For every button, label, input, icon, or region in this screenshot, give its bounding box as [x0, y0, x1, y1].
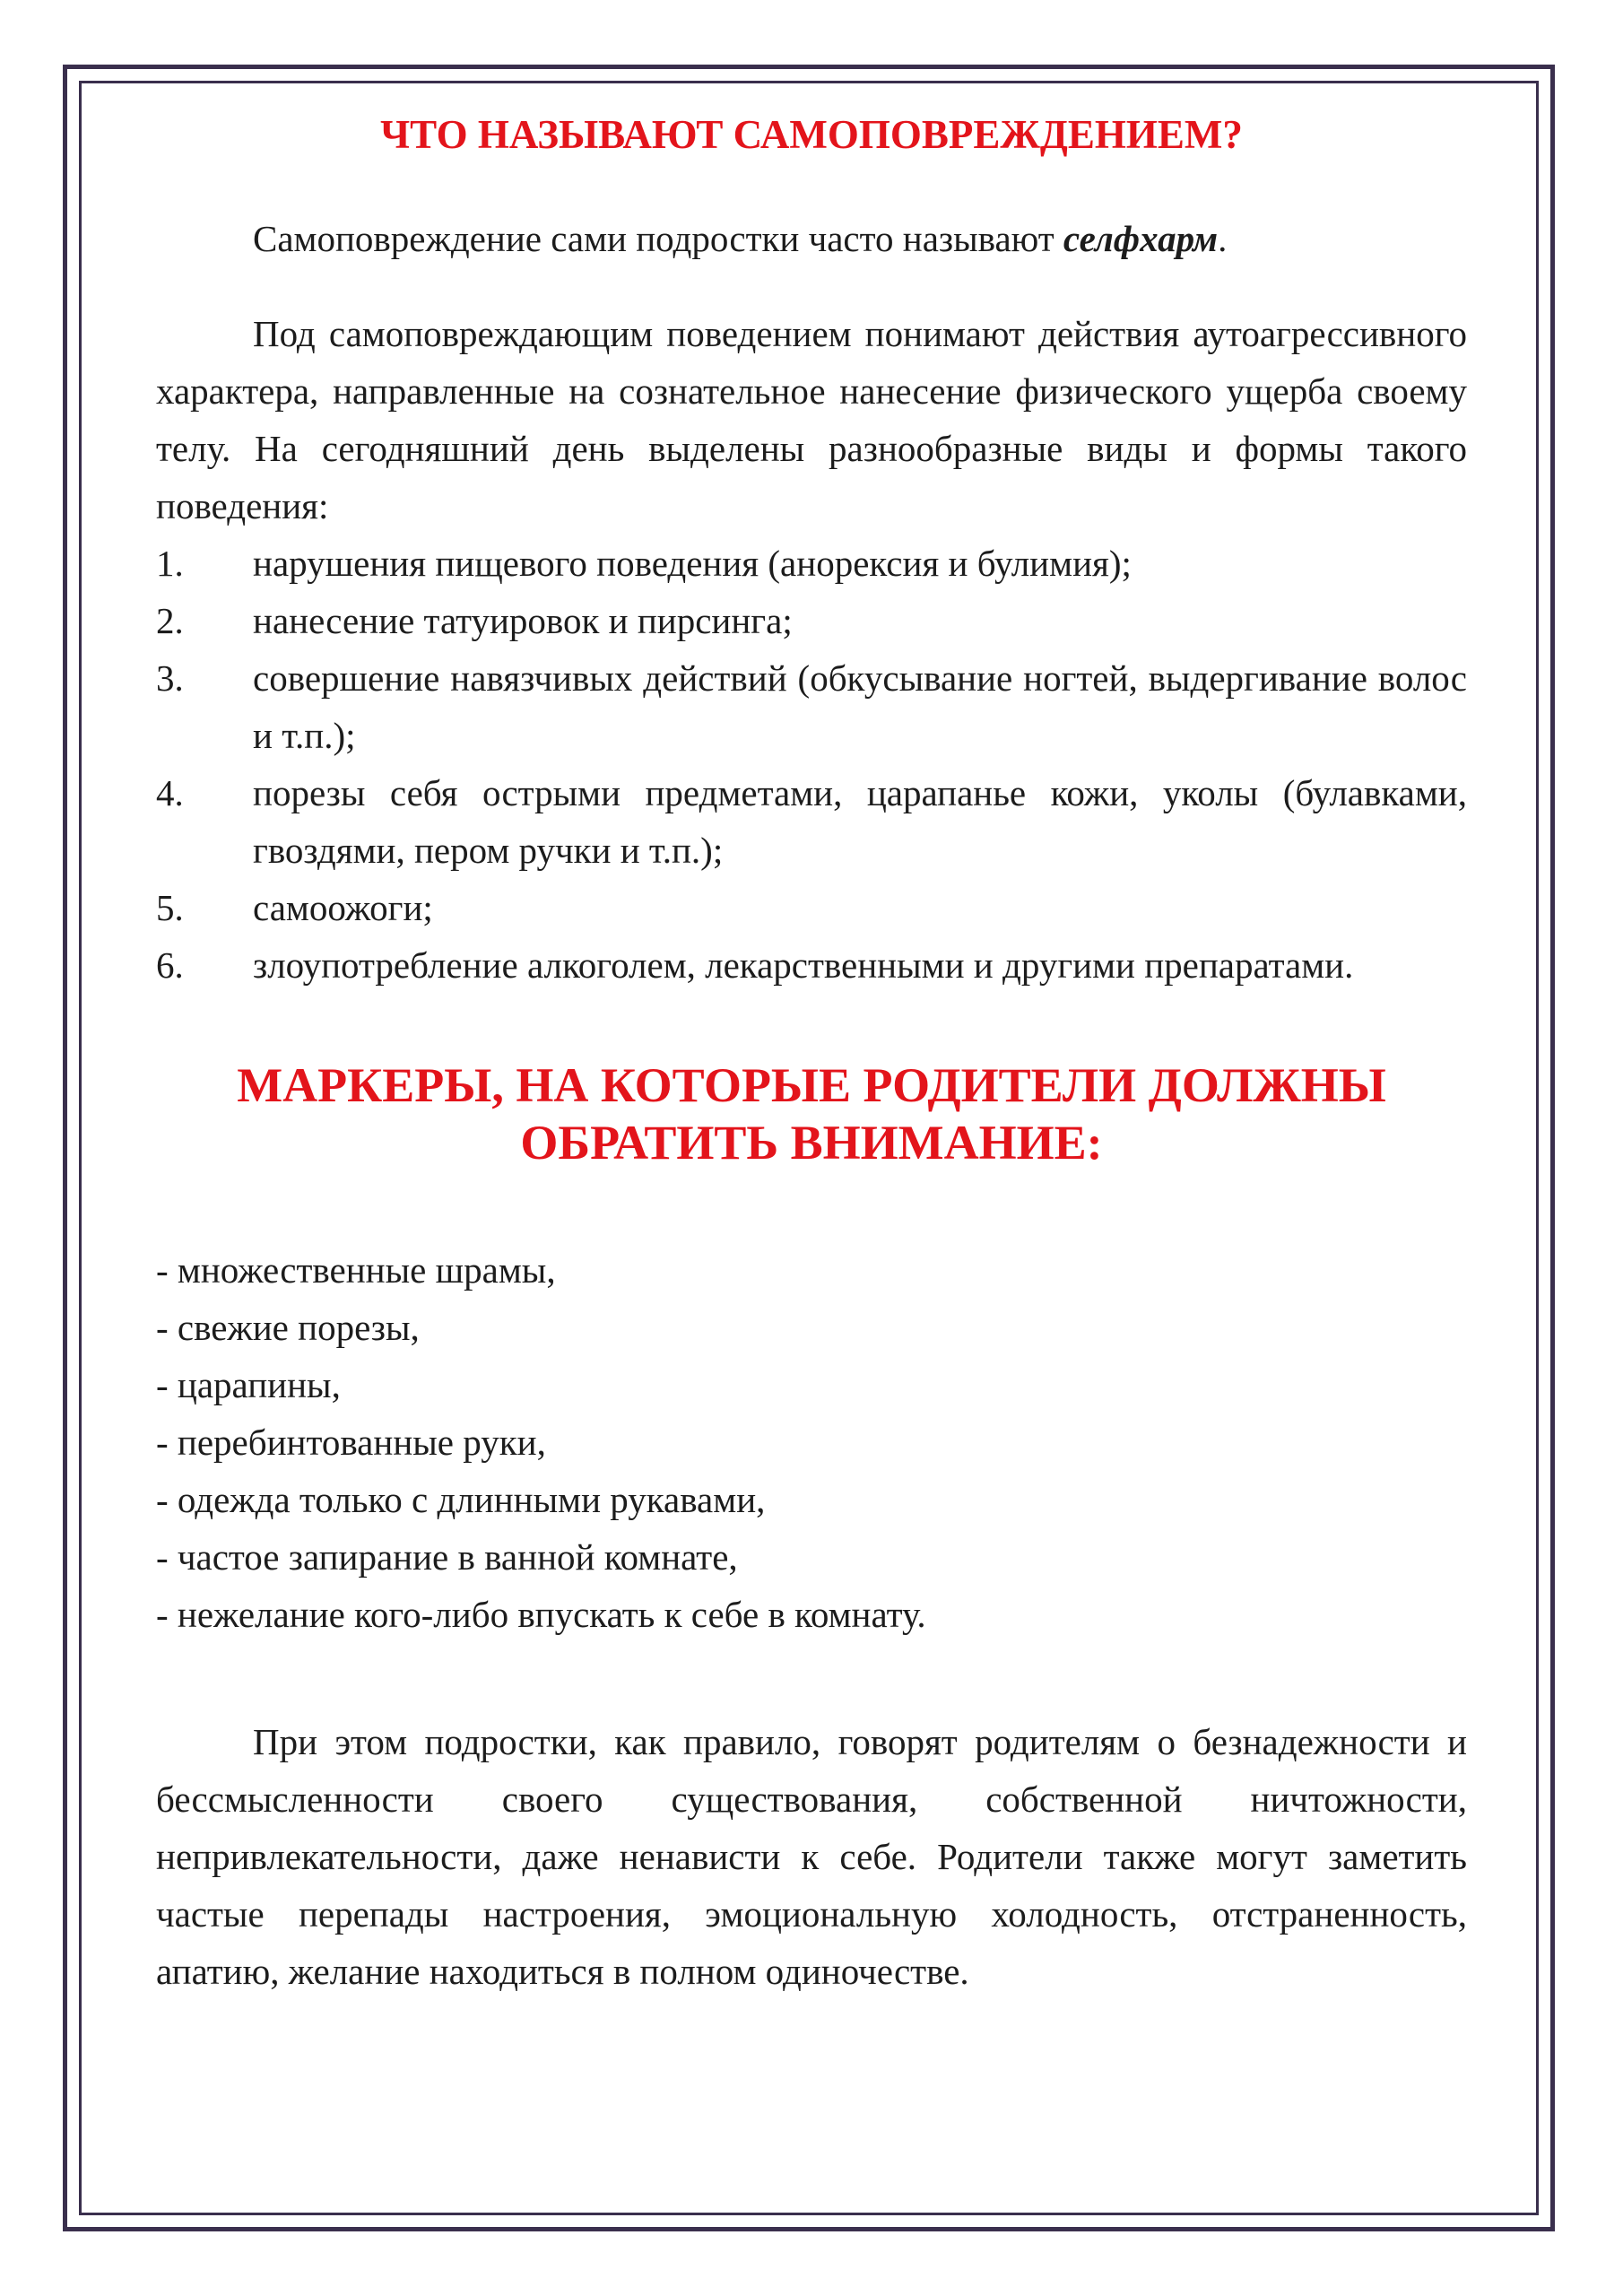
intro-end: .	[1218, 218, 1228, 259]
document-body	[156, 106, 1467, 2000]
list-item	[156, 535, 1467, 592]
list-item: - множественные шрамы,	[156, 1249, 556, 1291]
list-item: - нежелание кого-либо впускать к себе в комнату.	[156, 1594, 926, 1635]
markers-title-line-2: ОБРАТИТЬ ВНИМАНИЕ:	[520, 1116, 1103, 1170]
definition-paragraph: Под самоповреждающим поведением понимают действия аутоагрессивного характера, направленные на сознательное нанесение физического ущерба своему телу. На сегодняшний день выделены разнообразные виды и формы такого поведения:	[156, 313, 1467, 526]
list-item: - свежие порезы,	[156, 1307, 420, 1348]
intro-text: Самоповреждение сами подростки часто называют	[253, 218, 1063, 259]
list-item	[156, 764, 1467, 879]
list-number: 6.	[156, 944, 184, 986]
list-item	[156, 649, 1467, 764]
list-number: 3.	[156, 657, 184, 699]
list-text: самоожоги;	[253, 887, 433, 928]
list-item	[156, 879, 1467, 936]
markers-list	[156, 1241, 1467, 1643]
list-item	[156, 936, 1467, 994]
markers-title-line-1: МАРКЕРЫ, НА КОТОРЫЕ РОДИТЕЛИ ДОЛЖНЫ	[237, 1058, 1386, 1112]
list-text: нарушения пищевого поведения (анорексия и булимия);	[253, 543, 1132, 584]
list-item: - царапины,	[156, 1364, 341, 1405]
list-number: 2.	[156, 600, 184, 641]
list-item: - частое запирание в ванной комнате,	[156, 1536, 738, 1578]
list-number: 5.	[156, 887, 184, 928]
list-text: порезы себя острыми предметами, царапанье кожи, уколы (булавками, гвоздями, пером ручки и т.п.);	[253, 772, 1467, 871]
list-item	[156, 592, 1467, 649]
intro-paragraph	[156, 210, 1467, 267]
section-title-markers	[156, 1057, 1467, 1171]
list-text: совершение навязчивых действий (обкусывание ногтей, выдергивание волос и т.п.);	[253, 657, 1467, 756]
list-number: 4.	[156, 772, 184, 813]
list-text: злоупотребление алкоголем, лекарственными и другими препаратами.	[253, 944, 1354, 986]
term-selfharm: селфхарм	[1063, 218, 1219, 259]
list-text: нанесение татуировок и пирсинга;	[253, 600, 793, 641]
list-number: 1.	[156, 543, 184, 584]
closing-paragraph: При этом подростки, как правило, говорят родителям о безнадежности и бессмысленности своего существования, собственной ничтожности, непривлекательности, даже ненависти к себе. Родители также могут заметить частые перепады настроения, эмоциональную холодность, отстраненность, апатию, желание находиться в полном одиночестве.	[156, 1721, 1467, 1992]
forms-list	[156, 535, 1467, 994]
section-title-self-harm: ЧТО НАЗЫВАЮТ САМОПОВРЕЖДЕНИЕМ?	[380, 112, 1243, 157]
list-item: - одежда только с длинными рукавами,	[156, 1479, 766, 1520]
list-item: - перебинтованные руки,	[156, 1422, 546, 1463]
